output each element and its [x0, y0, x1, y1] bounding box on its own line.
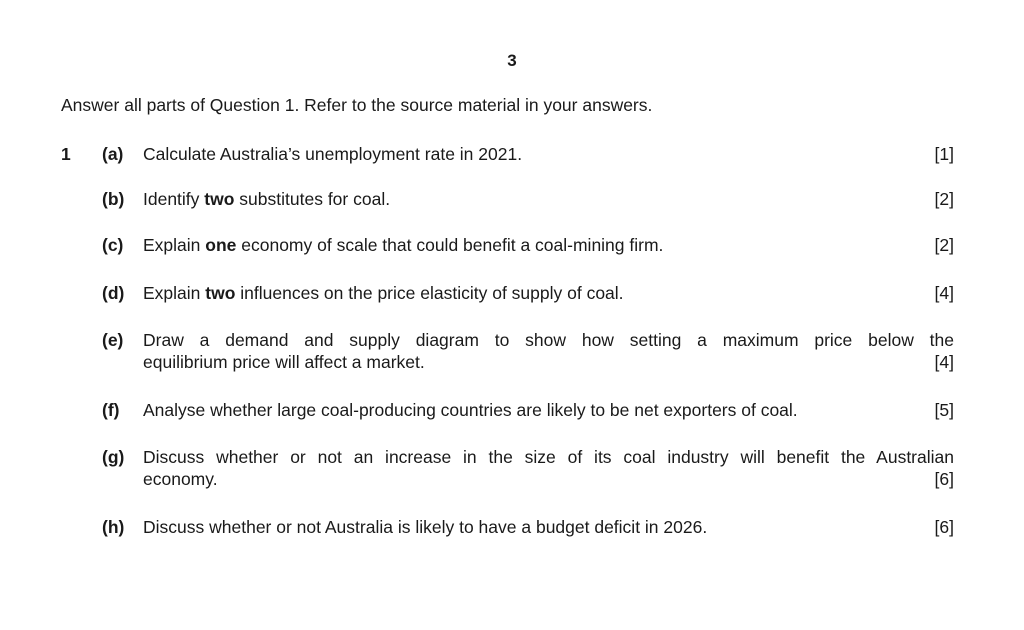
part-marks: [6] — [934, 517, 954, 537]
part-text: Discuss whether or not Australia is likely to have a budget deficit in 2026. — [143, 517, 708, 537]
part-marks: [4] — [934, 283, 954, 303]
part-label: (g) — [102, 447, 125, 467]
part-text — [143, 234, 954, 256]
part-label: (e) — [102, 330, 124, 350]
part-label: (h) — [102, 517, 125, 537]
part-text-emphasis: two — [204, 189, 235, 209]
part-label: (d) — [102, 283, 125, 303]
part-text — [143, 282, 954, 304]
part-text — [143, 188, 954, 210]
part-text-post: substitutes for coal. — [234, 189, 391, 209]
instructions: Answer all parts of Question 1. Refer to the source material in your answers. — [61, 95, 653, 115]
part-text-post: economy of scale that could benefit a coal-mining firm. — [236, 235, 664, 255]
part-text-emphasis: one — [205, 235, 237, 255]
part-marks: [1] — [934, 144, 954, 164]
part-text-post: influences on the price elasticity of supply of coal. — [235, 283, 624, 303]
part-label: (b) — [102, 189, 125, 209]
part-text: Draw a demand and supply diagram to show how setting a maximum price below the — [143, 330, 954, 350]
part-text — [143, 143, 954, 165]
part-label: (f) — [102, 400, 120, 420]
part-text: Discuss whether or not an increase in the size of its coal industry will benefit the Australian — [143, 447, 954, 467]
part-marks: [6] — [934, 469, 954, 489]
question-number: 1 — [61, 144, 71, 164]
part-label: (c) — [102, 235, 124, 255]
part-text-pre: Calculate Australia’s unemployment rate in 2021. — [143, 144, 523, 164]
page-number: 3 — [507, 51, 517, 70]
part-marks: [4] — [934, 352, 954, 372]
part-text-pre: Explain — [143, 283, 206, 303]
part-text-continued: economy. — [143, 469, 218, 489]
part-text-emphasis: two — [205, 283, 236, 303]
part-text: Analyse whether large coal-producing countries are likely to be net exporters of coal. — [143, 400, 798, 420]
part-text-continued: equilibrium price will affect a market. — [143, 352, 425, 372]
part-text-pre: Identify — [143, 189, 205, 209]
part-marks: [5] — [934, 400, 954, 420]
part-label: (a) — [102, 144, 124, 164]
part-marks: [2] — [934, 189, 954, 209]
part-marks: [2] — [934, 235, 954, 255]
part-text-pre: Explain — [143, 235, 206, 255]
